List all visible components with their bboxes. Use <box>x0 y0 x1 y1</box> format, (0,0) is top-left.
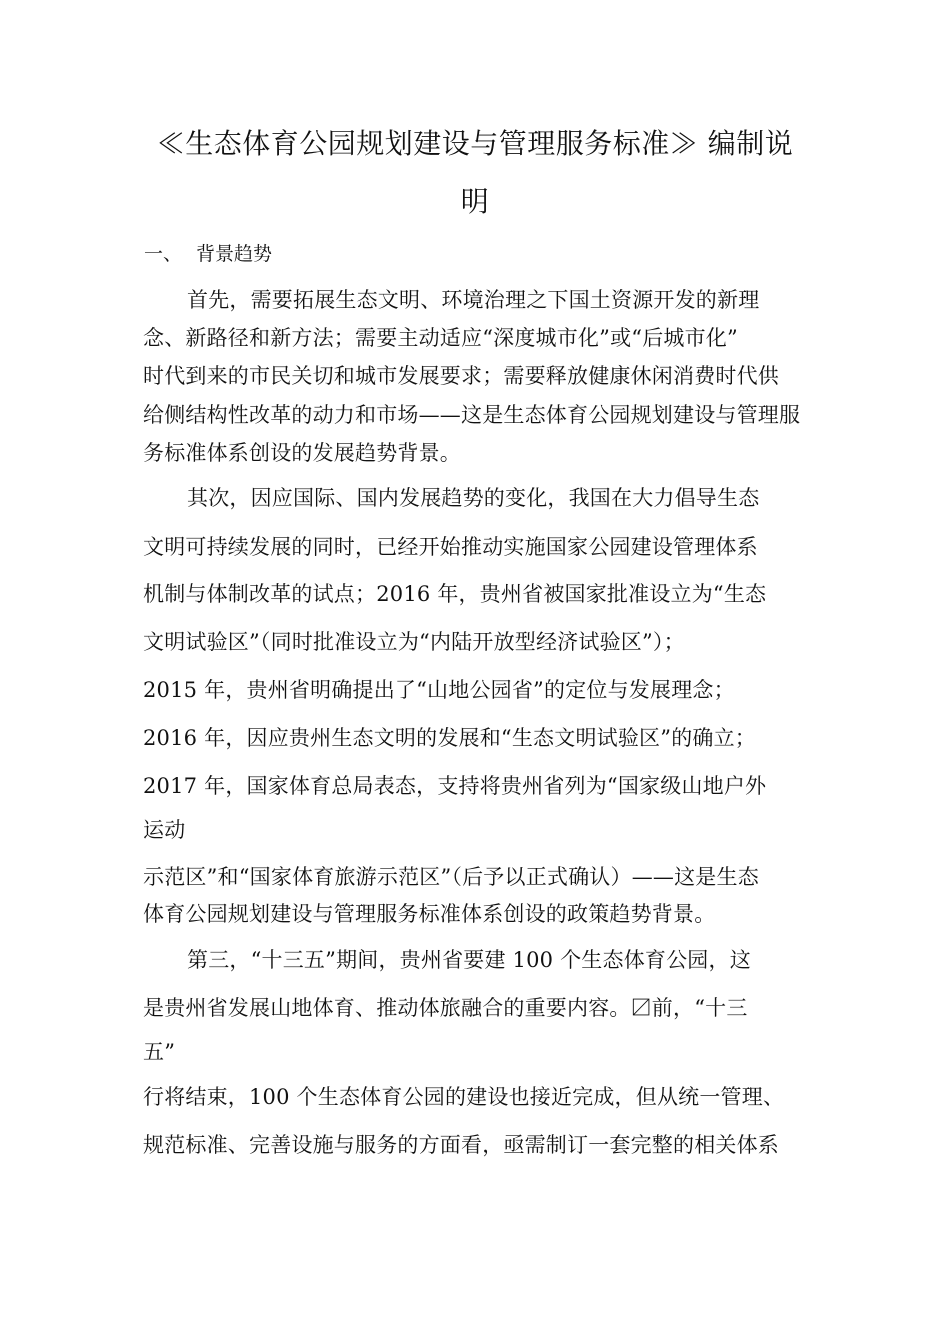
text-line: 念、新路径和新方法；需要主动适应“深度城市化”或“后城市化” <box>143 326 738 350</box>
text-line: 其次，因应国际、国内发展趋势的变化，我国在大力倡导生态 <box>187 486 760 510</box>
text-line: 文明可持续发展的同时，已经开始推动实施国家公园建设管理体系 <box>143 535 758 559</box>
text-line: 示范区”和“国家体育旅游示范区”（后予以正式确认）——这是生态 <box>143 865 759 889</box>
text-line: 规范标准、完善设施与服务的方面看，亟需制订一套完整的相关体系 <box>143 1133 779 1157</box>
text-line: 给侧结构性改革的动力和市场——这是生态体育公园规划建设与管理服 <box>143 403 801 427</box>
text-line: 是贵州省发展山地体育、推动体旅融合的重要内容。〼前，“十三 <box>143 996 748 1020</box>
document-title-line-1: ≪生态体育公园规划建设与管理服务标准≫ 编制说 <box>156 127 794 160</box>
text-line: 机制与体制改革的试点；2016 年，贵州省被国家批准设立为“生态 <box>143 582 767 606</box>
section-title: 背景趋势 <box>196 243 273 265</box>
text-line: 运动 <box>143 818 186 842</box>
text-line: 首先，需要拓展生态文明、环境治理之下国土资源开发的新理 <box>187 288 760 312</box>
text-line: 2016 年，因应贵州生态文明的发展和“生态文明试验区”的确立； <box>143 726 756 750</box>
text-line: 体育公园规划建设与管理服务标准体系创设的政策趋势背景。 <box>143 902 716 926</box>
section-number: 一、 <box>144 243 183 265</box>
text-line: 务标准体系创设的发展趋势背景。 <box>143 441 461 465</box>
text-line: 五” <box>143 1040 176 1064</box>
text-line: 行将结束，100 个生态体育公园的建设也接近完成，但从统一管理、 <box>143 1085 785 1109</box>
text-line: 文明试验区”（同时批准设立为“内陆开放型经济试验区”）； <box>143 630 685 654</box>
document-title-line-2: 明 <box>460 185 490 218</box>
text-line: 2015 年，贵州省明确提出了“山地公园省”的定位与发展理念； <box>143 678 735 702</box>
text-line: 第三，“十三五”期间，贵州省要建 100 个生态体育公园，这 <box>187 948 751 972</box>
text-line: 2017 年，国家体育总局表态，支持将贵州省列为“国家级山地户外 <box>143 774 767 798</box>
text-line: 时代到来的市民关切和城市发展要求；需要释放健康休闲消费时代供 <box>143 364 779 388</box>
